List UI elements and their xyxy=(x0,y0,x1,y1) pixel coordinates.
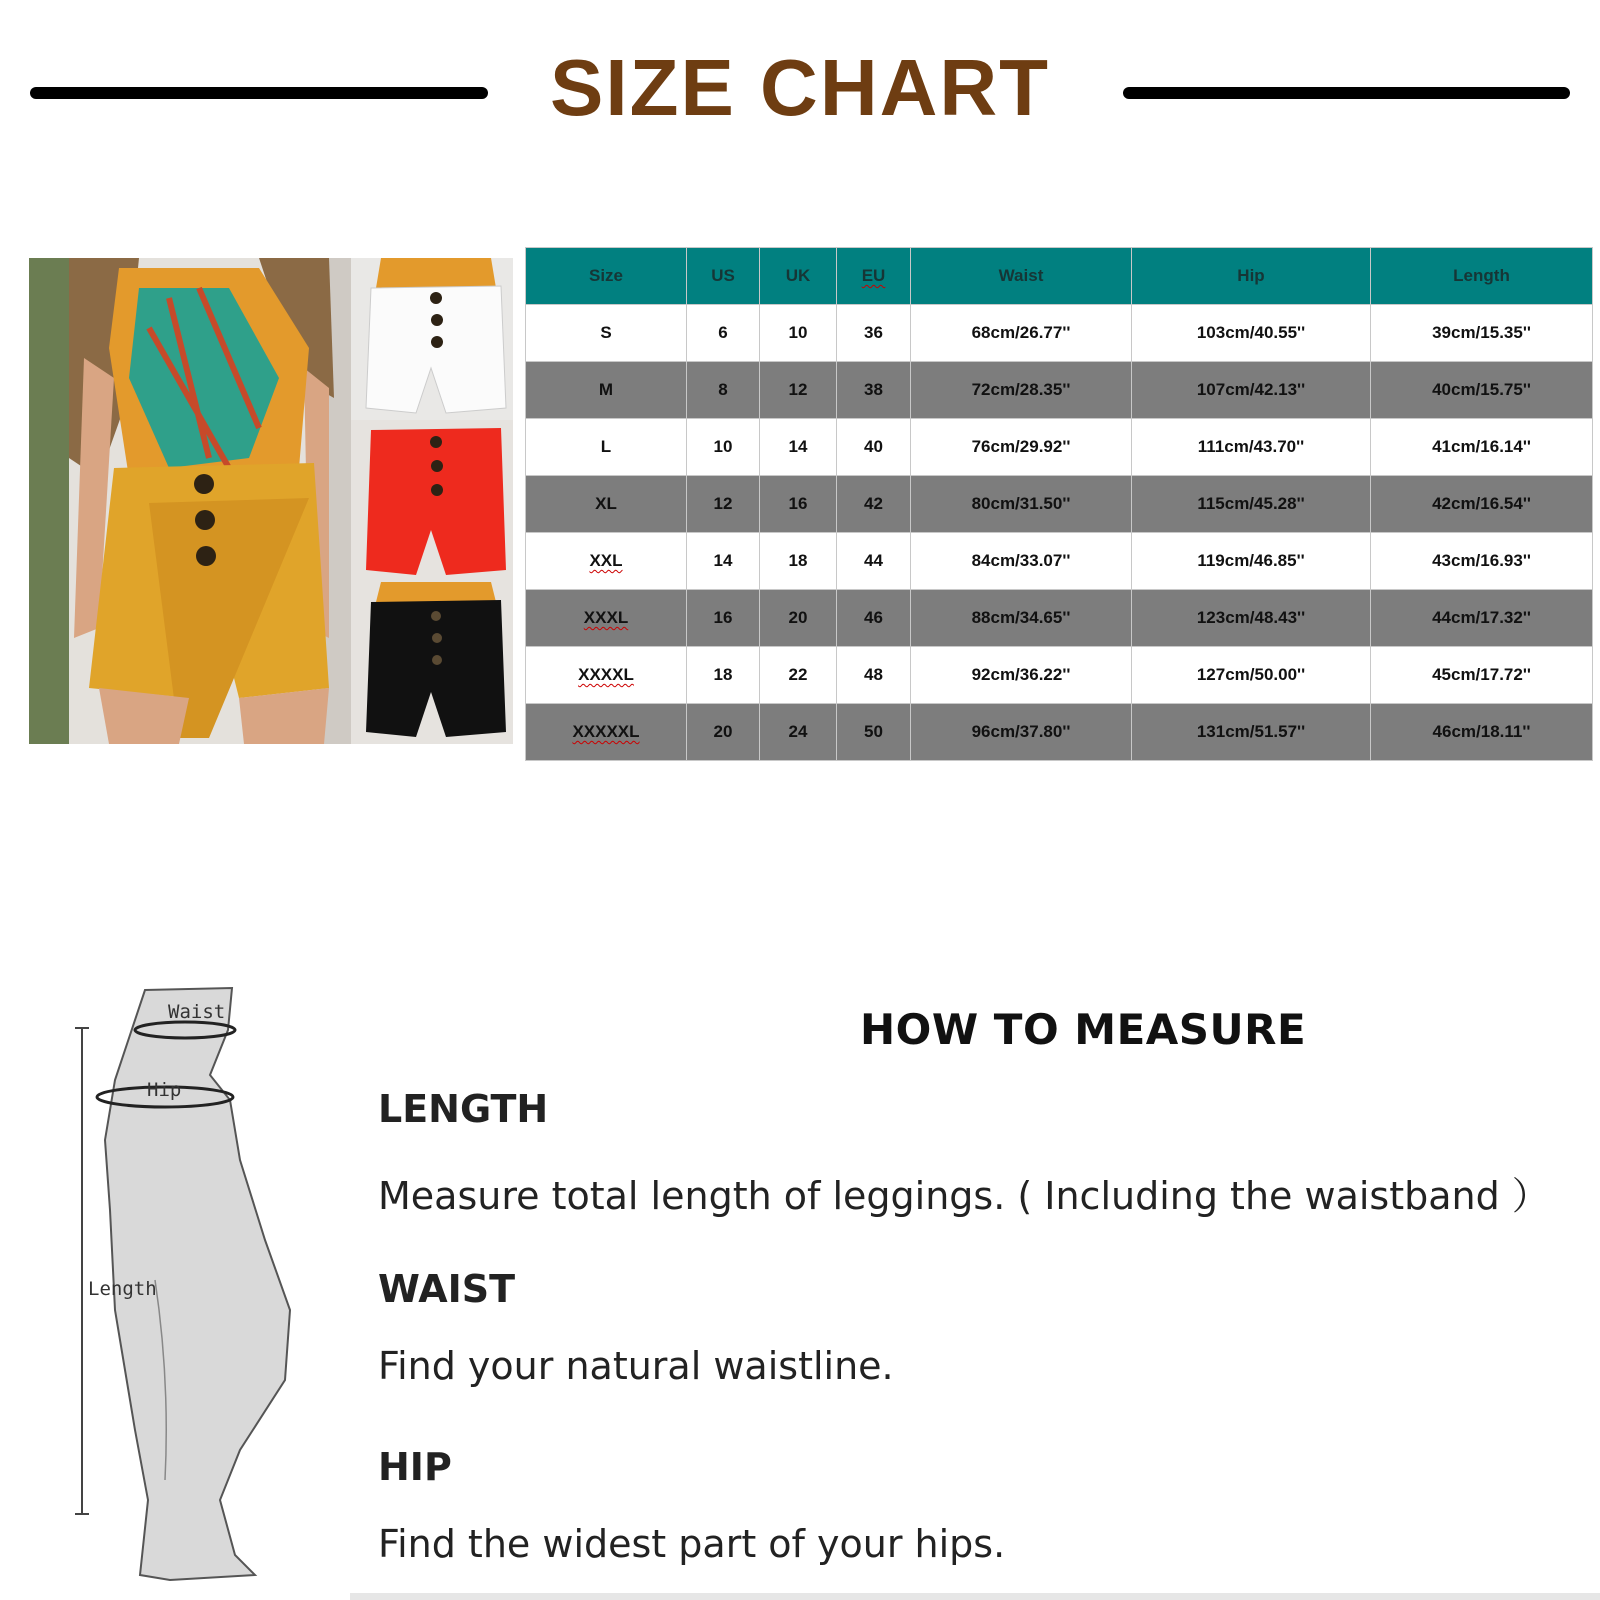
hip-text: Find the widest part of your hips. xyxy=(378,1522,1006,1566)
cell-eu: 46 xyxy=(837,590,911,647)
table-row xyxy=(526,590,1593,647)
cell-us: 12 xyxy=(687,476,760,533)
table-header-row xyxy=(526,248,1593,305)
model-illustration xyxy=(29,258,351,744)
cell-eu: 36 xyxy=(837,305,911,362)
cell-waist: 68cm/26.77'' xyxy=(911,305,1132,362)
cell-length: 46cm/18.11'' xyxy=(1371,704,1593,761)
black-shorts-illustration xyxy=(351,582,513,744)
cell-size xyxy=(526,704,687,761)
cell-size: L xyxy=(526,419,687,476)
cell-us: 8 xyxy=(687,362,760,419)
cell-eu: 38 xyxy=(837,362,911,419)
cell-us: 16 xyxy=(687,590,760,647)
cell-uk: 20 xyxy=(760,590,837,647)
product-photo-black xyxy=(351,582,513,744)
header-size: Size xyxy=(526,248,687,305)
cell-us: 14 xyxy=(687,533,760,590)
cell-uk: 24 xyxy=(760,704,837,761)
cell-waist: 96cm/37.80'' xyxy=(911,704,1132,761)
cell-size xyxy=(526,590,687,647)
cell-eu: 50 xyxy=(837,704,911,761)
cell-size: S xyxy=(526,305,687,362)
cell-uk: 10 xyxy=(760,305,837,362)
cell-eu: 40 xyxy=(837,419,911,476)
waist-text: Find your natural waistline. xyxy=(378,1344,894,1388)
how-to-measure-title: HOW TO MEASURE xyxy=(860,1005,1307,1054)
cell-us: 10 xyxy=(687,419,760,476)
white-shorts-illustration xyxy=(351,258,513,420)
cell-waist: 76cm/29.92'' xyxy=(911,419,1132,476)
product-photo-main xyxy=(29,258,351,744)
table-row xyxy=(526,476,1593,533)
cell-hip: 127cm/50.00'' xyxy=(1132,647,1371,704)
length-heading: LENGTH xyxy=(378,1087,549,1131)
cell-size-text: XXXL xyxy=(583,608,629,627)
cell-size xyxy=(526,647,687,704)
page-title: SIZE CHART xyxy=(550,43,1050,132)
cell-waist: 92cm/36.22'' xyxy=(911,647,1132,704)
cell-hip: 107cm/42.13'' xyxy=(1132,362,1371,419)
cell-us: 20 xyxy=(687,704,760,761)
cell-length: 41cm/16.14'' xyxy=(1371,419,1593,476)
cell-size-text: XXXXXL xyxy=(572,722,640,741)
cell-uk: 14 xyxy=(760,419,837,476)
cell-uk: 22 xyxy=(760,647,837,704)
cell-length: 39cm/15.35'' xyxy=(1371,305,1593,362)
cell-length: 40cm/15.75'' xyxy=(1371,362,1593,419)
cell-eu: 48 xyxy=(837,647,911,704)
cell-uk: 16 xyxy=(760,476,837,533)
cell-uk: 12 xyxy=(760,362,837,419)
table-row xyxy=(526,419,1593,476)
waist-heading: WAIST xyxy=(378,1267,516,1311)
header-us: US xyxy=(687,248,760,305)
table-row xyxy=(526,362,1593,419)
table-row xyxy=(526,704,1593,761)
cell-eu: 42 xyxy=(837,476,911,533)
cell-size: XL xyxy=(526,476,687,533)
cell-waist: 88cm/34.65'' xyxy=(911,590,1132,647)
product-photo-red xyxy=(351,420,513,582)
header-length: Length xyxy=(1371,248,1593,305)
table-row xyxy=(526,533,1593,590)
cell-hip: 123cm/48.43'' xyxy=(1132,590,1371,647)
table-row xyxy=(526,647,1593,704)
red-shorts-illustration xyxy=(351,420,513,582)
cell-hip: 119cm/46.85'' xyxy=(1132,533,1371,590)
cell-hip: 111cm/43.70'' xyxy=(1132,419,1371,476)
hip-heading: HIP xyxy=(378,1445,452,1489)
header-rule-right xyxy=(1123,87,1570,99)
header-eu xyxy=(837,248,911,305)
cell-hip: 131cm/51.57'' xyxy=(1132,704,1371,761)
cell-waist: 84cm/33.07'' xyxy=(911,533,1132,590)
header-uk: UK xyxy=(760,248,837,305)
cell-hip: 115cm/45.28'' xyxy=(1132,476,1371,533)
cell-size-text: XXL xyxy=(589,551,623,570)
bottom-divider xyxy=(350,1593,1600,1600)
product-photo-white xyxy=(351,258,513,420)
size-table xyxy=(525,247,1593,761)
cell-length: 43cm/16.93'' xyxy=(1371,533,1593,590)
cell-length: 44cm/17.32'' xyxy=(1371,590,1593,647)
cell-waist: 80cm/31.50'' xyxy=(911,476,1132,533)
table-row xyxy=(526,305,1593,362)
cell-us: 18 xyxy=(687,647,760,704)
cell-hip: 103cm/40.55'' xyxy=(1132,305,1371,362)
cell-length: 42cm/16.54'' xyxy=(1371,476,1593,533)
header-waist: Waist xyxy=(911,248,1132,305)
length-label: Length xyxy=(88,1278,157,1300)
cell-waist: 72cm/28.35'' xyxy=(911,362,1132,419)
cell-size: M xyxy=(526,362,687,419)
cell-size-text: XXXXL xyxy=(578,665,634,684)
cell-eu: 44 xyxy=(837,533,911,590)
header-eu-text: EU xyxy=(861,266,886,285)
waist-label: Waist xyxy=(168,1001,226,1023)
hip-label: Hip xyxy=(147,1079,182,1101)
measurement-diagram xyxy=(60,980,350,1600)
header-hip: Hip xyxy=(1132,248,1371,305)
cell-size xyxy=(526,533,687,590)
cell-length: 45cm/17.72'' xyxy=(1371,647,1593,704)
cell-uk: 18 xyxy=(760,533,837,590)
length-text: Measure total length of leggings. ( Including the waistband ） xyxy=(378,1174,1550,1218)
cell-us: 6 xyxy=(687,305,760,362)
